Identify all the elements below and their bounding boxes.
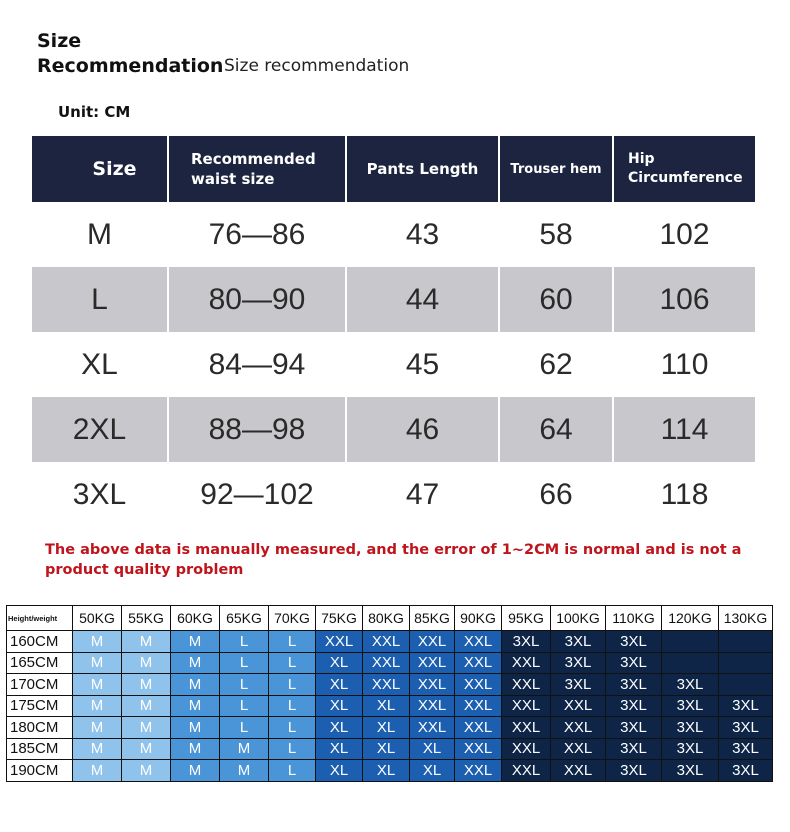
hw-size-cell: 3XL	[662, 695, 719, 717]
size-cell: 60	[500, 267, 614, 332]
hw-size-cell: XXL	[410, 717, 455, 739]
hw-size-cell: 3XL	[606, 652, 662, 674]
size-cell: 84—94	[169, 332, 347, 397]
hw-size-cell	[662, 631, 719, 653]
hw-weight-header: 80KG	[363, 606, 410, 631]
hw-height-label: 170CM	[7, 674, 73, 696]
hw-size-cell: XXL	[502, 738, 551, 760]
hw-size-cell: L	[269, 674, 316, 696]
hw-size-cell: L	[269, 738, 316, 760]
hw-row	[7, 695, 773, 717]
hw-size-cell: M	[122, 695, 171, 717]
hw-size-cell: M	[122, 738, 171, 760]
hw-weight-header: 65KG	[220, 606, 269, 631]
hw-row	[7, 674, 773, 696]
hw-row	[7, 738, 773, 760]
hw-size-cell: 3XL	[662, 674, 719, 696]
hw-size-cell: XXL	[455, 631, 502, 653]
hw-size-cell: XXL	[502, 717, 551, 739]
hw-size-cell: 3XL	[606, 717, 662, 739]
size-cell: 44	[347, 267, 500, 332]
hw-size-cell: M	[73, 738, 122, 760]
hw-size-cell: M	[122, 652, 171, 674]
hw-size-cell: M	[73, 695, 122, 717]
hw-size-cell: XL	[316, 695, 363, 717]
hw-size-cell: M	[73, 760, 122, 782]
hw-size-cell: XXL	[363, 652, 410, 674]
hw-size-cell: L	[220, 695, 269, 717]
height-weight-table	[6, 605, 773, 782]
hw-size-cell: XXL	[455, 674, 502, 696]
hw-size-cell: M	[73, 631, 122, 653]
size-cell: XL	[32, 332, 169, 397]
hw-size-cell: L	[220, 652, 269, 674]
hw-weight-header: 60KG	[171, 606, 220, 631]
hw-size-cell: M	[73, 674, 122, 696]
col-header-length: Pants Length	[347, 136, 500, 202]
hw-size-cell: 3XL	[551, 631, 606, 653]
hw-size-cell: 3XL	[662, 760, 719, 782]
size-cell: 76—86	[169, 202, 347, 267]
hw-size-cell: XL	[363, 717, 410, 739]
hw-size-cell: XXL	[316, 631, 363, 653]
size-cell: 58	[500, 202, 614, 267]
hw-size-cell: M	[122, 717, 171, 739]
hw-size-cell: XXL	[502, 652, 551, 674]
hw-size-cell: M	[171, 695, 220, 717]
hw-height-label: 190CM	[7, 760, 73, 782]
size-cell: 92—102	[169, 462, 347, 527]
size-cell: 2XL	[32, 397, 169, 462]
hw-size-cell: M	[171, 738, 220, 760]
hw-size-cell: L	[220, 631, 269, 653]
col-header-waist: Recommended waist size	[169, 136, 347, 202]
size-cell: 62	[500, 332, 614, 397]
hw-size-cell: XL	[316, 652, 363, 674]
hw-size-cell: XXL	[410, 695, 455, 717]
hw-size-cell: XXL	[455, 760, 502, 782]
hw-size-cell: XL	[363, 695, 410, 717]
hw-size-cell: XL	[410, 760, 455, 782]
hw-size-cell: XXL	[410, 652, 455, 674]
hw-weight-header: 50KG	[73, 606, 122, 631]
hw-size-cell: M	[73, 652, 122, 674]
hw-size-cell: 3XL	[502, 631, 551, 653]
hw-weight-header: 70KG	[269, 606, 316, 631]
hw-size-cell: 3XL	[606, 738, 662, 760]
page-title-line1: Size	[37, 30, 82, 52]
hw-size-cell: XL	[316, 760, 363, 782]
hw-row	[7, 717, 773, 739]
size-cell: 64	[500, 397, 614, 462]
size-row	[32, 397, 755, 462]
hw-size-cell: XXL	[410, 631, 455, 653]
hw-height-label: 185CM	[7, 738, 73, 760]
hw-size-cell: L	[269, 652, 316, 674]
size-cell: 46	[347, 397, 500, 462]
hw-size-cell: 3XL	[662, 738, 719, 760]
size-table	[32, 136, 755, 527]
hw-weight-header: 85KG	[410, 606, 455, 631]
page-subtitle: Size recommendation	[224, 56, 410, 76]
hw-size-cell: M	[171, 760, 220, 782]
size-cell: L	[32, 267, 169, 332]
hw-size-cell: XXL	[502, 674, 551, 696]
hw-weight-header: 55KG	[122, 606, 171, 631]
hw-size-cell: 3XL	[551, 652, 606, 674]
hw-size-cell: 3XL	[719, 717, 773, 739]
hw-size-cell: M	[122, 631, 171, 653]
hw-size-cell: 3XL	[719, 738, 773, 760]
hw-size-cell	[719, 631, 773, 653]
hw-header-row	[7, 606, 773, 631]
hw-height-label: 175CM	[7, 695, 73, 717]
hw-size-cell: XL	[316, 738, 363, 760]
hw-size-cell: 3XL	[606, 674, 662, 696]
hw-size-cell: XXL	[363, 674, 410, 696]
hw-size-cell: XXL	[551, 738, 606, 760]
measurement-note: The above data is manually measured, and the error of 1~2CM is normal and is not a product quality problem	[45, 542, 742, 578]
hw-weight-header: 75KG	[316, 606, 363, 631]
size-cell: 88—98	[169, 397, 347, 462]
hw-size-cell: M	[220, 760, 269, 782]
hw-size-cell: XL	[363, 760, 410, 782]
hw-size-cell: L	[269, 695, 316, 717]
hw-height-label: 165CM	[7, 652, 73, 674]
col-header-size: Size	[32, 136, 169, 202]
hw-size-cell: XXL	[455, 695, 502, 717]
size-cell: 102	[659, 217, 710, 251]
size-cell: 47	[347, 462, 500, 527]
size-cell: 118	[660, 477, 709, 511]
hw-size-cell: M	[122, 674, 171, 696]
hw-size-cell: XXL	[410, 674, 455, 696]
unit-label: Unit: CM	[58, 103, 131, 121]
size-cell: 45	[347, 332, 500, 397]
hw-size-cell: L	[269, 760, 316, 782]
hw-size-cell: 3XL	[606, 695, 662, 717]
col-header-hip: Hip Circumference	[614, 136, 755, 202]
hw-corner-label: Height/weight	[7, 606, 73, 631]
hw-size-cell: XXL	[551, 760, 606, 782]
hw-size-cell: 3XL	[662, 717, 719, 739]
hw-row	[7, 631, 773, 653]
hw-size-cell: M	[171, 717, 220, 739]
hw-size-cell: L	[269, 717, 316, 739]
hw-size-cell	[719, 652, 773, 674]
hw-size-cell: XXL	[551, 695, 606, 717]
hw-size-cell: M	[122, 760, 171, 782]
hw-size-cell: XXL	[455, 738, 502, 760]
hw-weight-header: 130KG	[719, 606, 773, 631]
size-table-header	[32, 136, 755, 202]
hw-size-cell: M	[171, 631, 220, 653]
size-cell: 43	[347, 202, 500, 267]
hw-size-cell: M	[171, 652, 220, 674]
hw-size-cell: XXL	[502, 760, 551, 782]
size-row	[32, 462, 755, 527]
hw-size-cell: 3XL	[551, 674, 606, 696]
size-row	[32, 332, 755, 397]
hw-size-cell: XXL	[455, 652, 502, 674]
hw-size-cell: 3XL	[606, 760, 662, 782]
size-cell: M	[32, 202, 169, 267]
size-cell: 110	[660, 347, 709, 381]
size-cell: 106	[614, 267, 755, 332]
hw-size-cell: M	[73, 717, 122, 739]
hw-size-cell: XL	[363, 738, 410, 760]
hw-weight-header: 120KG	[662, 606, 719, 631]
hw-weight-header: 110KG	[606, 606, 662, 631]
hw-size-cell: XL	[316, 717, 363, 739]
hw-size-cell: M	[220, 738, 269, 760]
hw-row	[7, 760, 773, 782]
hw-size-cell: 3XL	[719, 695, 773, 717]
hw-size-cell: 3XL	[719, 760, 773, 782]
size-cell: 66	[500, 462, 614, 527]
hw-size-cell: XXL	[502, 695, 551, 717]
hw-weight-header: 90KG	[455, 606, 502, 631]
hw-size-cell	[719, 674, 773, 696]
size-cell: 3XL	[32, 462, 169, 527]
page-title-line2: Recommendation	[37, 55, 224, 77]
hw-height-label: 180CM	[7, 717, 73, 739]
size-row	[32, 202, 755, 267]
col-header-hem: Trouser hem	[500, 136, 614, 202]
size-cell: 80—90	[169, 267, 347, 332]
hw-weight-header: 100KG	[551, 606, 606, 631]
hw-size-cell: XXL	[551, 717, 606, 739]
size-cell: 114	[614, 397, 755, 462]
hw-size-cell: XXL	[363, 631, 410, 653]
hw-size-cell: L	[269, 631, 316, 653]
hw-size-cell: 3XL	[606, 631, 662, 653]
hw-size-cell: M	[171, 674, 220, 696]
hw-size-cell: L	[220, 717, 269, 739]
hw-size-cell: XL	[410, 738, 455, 760]
hw-size-cell: XXL	[455, 717, 502, 739]
hw-size-cell	[662, 652, 719, 674]
hw-weight-header: 95KG	[502, 606, 551, 631]
hw-size-cell: XL	[316, 674, 363, 696]
hw-row	[7, 652, 773, 674]
hw-size-cell: L	[220, 674, 269, 696]
size-row	[32, 267, 755, 332]
hw-height-label: 160CM	[7, 631, 73, 653]
